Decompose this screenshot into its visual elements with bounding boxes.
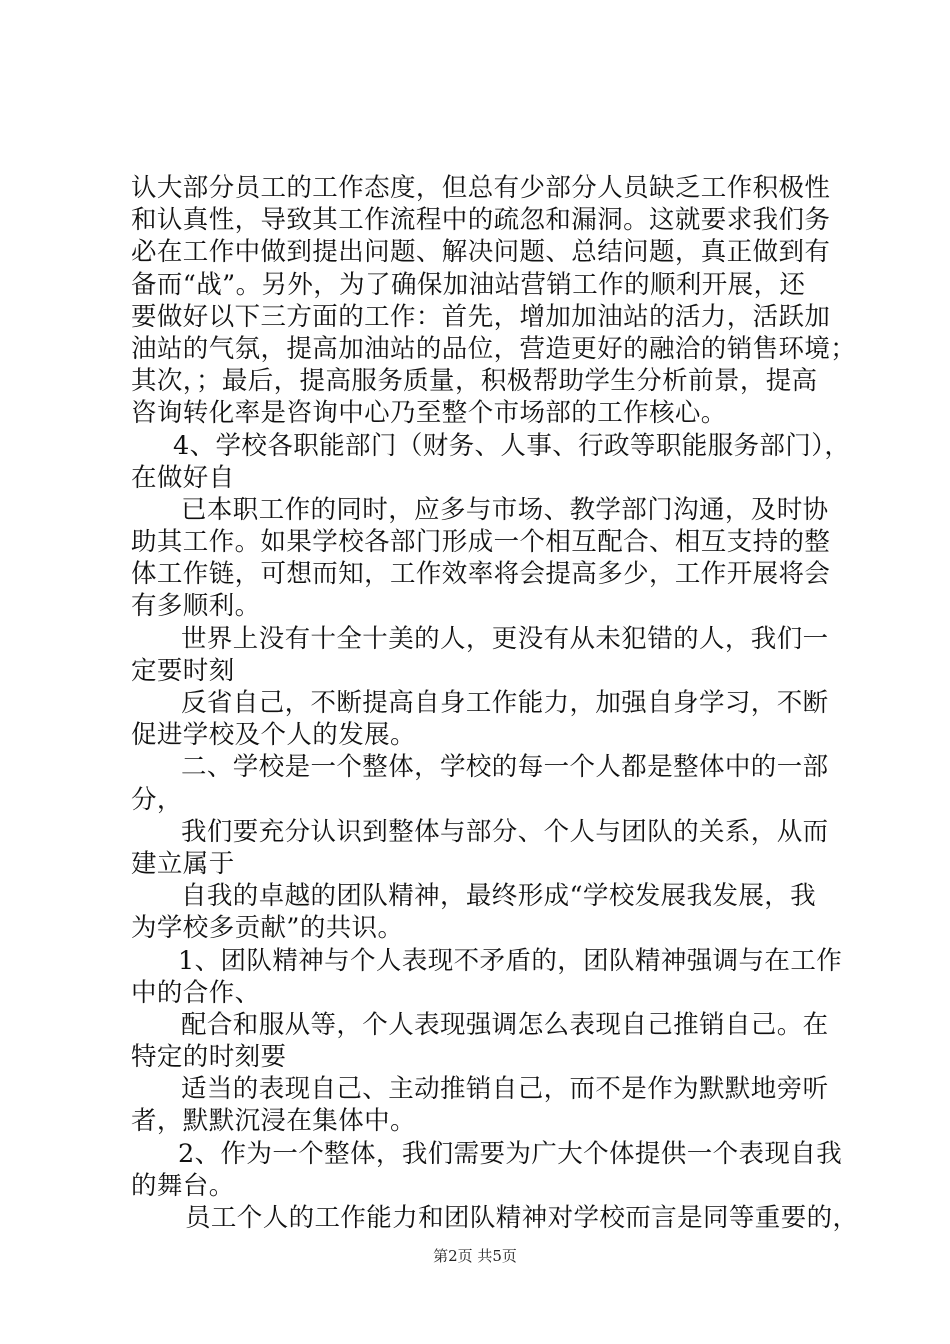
text-line: 和认真性，导致其工作流程中的疏忽和漏洞。这就要求我们务 <box>131 205 831 236</box>
text-line: 定要时刻 <box>131 655 235 686</box>
text-line: 助其工作。如果学校各部门形成一个相互配合、相互支持的整 <box>131 527 831 558</box>
text-line: 认大部分员工的工作态度，但总有少部分人员缺乏工作积极性 <box>131 173 831 203</box>
text-line: 有多顺利。 <box>131 591 261 622</box>
text-line: 咨询转化率是咨询中心乃至整个市场部的工作核心。 <box>131 398 727 429</box>
text-line: 促进学校及个人的发展。 <box>131 720 416 751</box>
text-line: 的舞台。 <box>131 1170 235 1201</box>
text-line: 者，默默沉浸在集体中。 <box>131 1106 416 1137</box>
text-line: 二、学校是一个整体，学校的每一个人都是整体中的一部 <box>181 752 829 783</box>
text-line: 备而“战”。另外，为了确保加油站营销工作的顺利开展，还 <box>131 269 806 300</box>
text-line: 体工作链，可想而知，工作效率将会提高多少，工作开展将会 <box>131 559 831 590</box>
page-number-footer: 第2页 共5页 <box>433 1247 517 1265</box>
text-line: 2、作为一个整体，我们需要为广大个体提供一个表现自我 <box>178 1138 843 1169</box>
text-line: 在做好自 <box>131 462 235 493</box>
text-line: 其次，；最后，提高服务质量，积极帮助学生分析前景，提高 <box>131 366 818 397</box>
text-line: 分， <box>131 784 183 815</box>
text-line: 我们要充分认识到整体与部分、个人与团队的关系，从而 <box>181 816 829 847</box>
text-line: 自我的卓越的团队精神，最终形成“学校发展我发展，我 <box>181 881 817 912</box>
text-line: 已本职工作的同时，应多与市场、教学部门沟通，及时协 <box>181 494 829 525</box>
text-line: 建立属于 <box>131 848 235 879</box>
text-line: 中的合作、 <box>131 977 261 1008</box>
text-line: 必在工作中做到提出问题、解决问题、总结问题，真正做到有 <box>131 237 831 268</box>
text-line: 配合和服从等，个人表现强调怎么表现自己推销自己。在 <box>181 1009 829 1040</box>
text-line: 为学校多贡献”的共识。 <box>131 913 404 944</box>
text-line: 世界上没有十全十美的人，更没有从未犯错的人，我们一 <box>181 623 829 654</box>
text-line: 员工个人的工作能力和团队精神对学校而言是同等重要的， <box>185 1203 859 1233</box>
text-line: 特定的时刻要 <box>131 1042 287 1073</box>
document-body <box>131 172 859 1234</box>
text-line: 适当的表现自己、主动推销自己，而不是作为默默地旁听 <box>181 1074 829 1105</box>
text-line: 1、团队精神与个人表现不矛盾的，团队精神强调与在工作 <box>178 945 843 976</box>
text-line: 要做好以下三方面的工作：首先，增加加油站的活力，活跃加 <box>131 301 831 332</box>
text-line: 反省自己，不断提高自身工作能力，加强自身学习，不断 <box>181 688 829 718</box>
text-line: 油站的气氛，提高加油站的品位，营造更好的融洽的销售环境； <box>131 333 857 364</box>
text-line: 4、学校各职能部门（财务、人事、行政等职能服务部门）， <box>173 430 851 461</box>
